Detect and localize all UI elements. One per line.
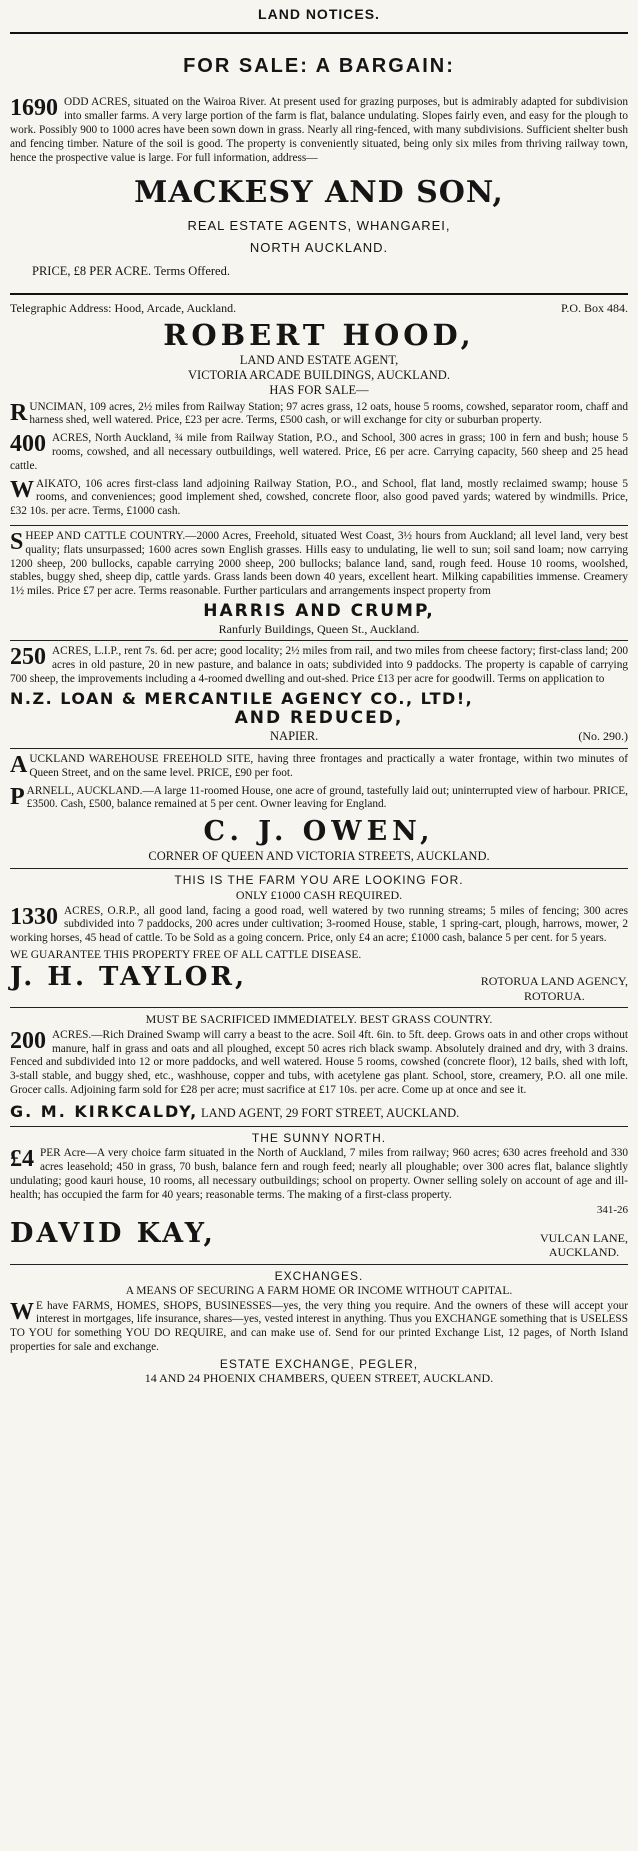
drop-cap: R: [10, 399, 28, 426]
acreage-number: 250: [10, 644, 46, 671]
divider: [10, 640, 628, 641]
divider: [10, 293, 628, 295]
telegraphic-address: Telegraphic Address: Hood, Arcade, Auckland.: [10, 300, 237, 315]
divider: [10, 1007, 628, 1008]
drop-cap: S: [10, 528, 24, 555]
guarantee-line: WE GUARANTEE THIS PROPERTY FREE OF ALL CATTLE DISEASE.: [10, 948, 362, 961]
listing-waikato: [10, 478, 628, 519]
reference-number: 341-26: [596, 1204, 628, 1217]
has-for-sale: HAS FOR SALE—: [269, 383, 369, 398]
drop-cap: W: [10, 476, 34, 503]
ad-body: [10, 645, 628, 686]
acreage-number: 1690: [10, 95, 58, 122]
listing-north-auckland: [10, 432, 628, 473]
acreage-number: 200: [10, 1027, 46, 1054]
divider: [10, 1126, 628, 1127]
agent-name: HARRIS AND CRUMP,: [203, 600, 435, 621]
ad-cj-owen: [10, 753, 628, 864]
listing-warehouse: [10, 753, 628, 781]
ad-david-kay: [10, 1131, 628, 1260]
agent-city: NAPIER.: [270, 728, 319, 743]
ad-subheadline: ONLY £1000 CASH REQUIRED.: [235, 887, 403, 902]
listing-parnell: [10, 785, 628, 813]
ad-body: [10, 530, 628, 599]
ad-text: ACRES, L.I.P., rent 7s. 6d. per acre; good locality; 2½ miles from rail, and two miles from cheese factory; first-class land; 200 acres in old pasture, 20 in new pasture, and balance in oats; subdivided into 9 paddocks. The property is capable of carrying 700 sheep, the improvements including a 4-roomed dwelling and out-shed. Price £13 per acre for goodwill. Terms on application to: [10, 645, 628, 685]
ad-headline: FOR SALE: A BARGAIN:: [183, 55, 455, 78]
listing-text: ARNELL, AUCKLAND.—A large 11-roomed House, one acre of ground, tastefully laid out; uninterrupted view of harbour. PRICE, £3500. Cash, £500, balance remained at 5 per cent. Owner leaving for England.: [26, 784, 628, 811]
ad-wairoa-river: [10, 54, 628, 279]
ad-body: [10, 905, 628, 946]
price-line: PRICE, £8 PER ACRE. Terms Offered.: [32, 263, 230, 278]
agent-name: N.Z. LOAN & MERCANTILE AGENCY CO., LTD!,: [10, 688, 474, 708]
agent-address-line1: VULCAN LANE,: [540, 1230, 628, 1245]
drop-cap: W: [10, 1298, 34, 1325]
ad-body: [10, 1147, 628, 1202]
agent-location: NORTH AUCKLAND.: [249, 239, 389, 255]
page-title: LAND NOTICES.: [258, 6, 380, 22]
divider: [10, 1264, 628, 1265]
divider: [10, 868, 628, 869]
agent-name: DAVID KAY,: [10, 1217, 216, 1249]
ad-harris-crump: [10, 530, 628, 636]
ad-robert-hood: [10, 301, 628, 521]
agent-title: REAL ESTATE AGENTS, WHANGAREI,: [187, 217, 451, 233]
agent-name: ROBERT HOOD,: [163, 317, 475, 352]
agent-name: G. M. KIRKCALDY,: [10, 1101, 199, 1121]
agency-city: ROTORUA.: [523, 988, 585, 1003]
ad-text: HEEP AND CATTLE COUNTRY.—2000 Acres, Freehold, situated West Coast, 3½ hours from Auckland; all level land, very best quality; flats unsurpassed; 1600 acres sown English grasses. Hills easy to undulating, lie well to sun; soil sand loam; now carrying 1200 sheep, 200 bullocks, capable carrying 2000 sheep, 200 bullocks; balance land, sand, rough feed. House 10 rooms, woolshed, stables, buggy shed, sheep dip, cattle yards. Grass lands been down 40 years, excellent heart. Milking capabilities immense. Creamery 1½ miles. Price £7 per acre. Terms reasonable. Further particulars and arrangements inspect property from: [10, 529, 628, 598]
ad-headline: EXCHANGES.: [274, 1268, 364, 1283]
agent-address-line2: AUCKLAND.: [548, 1245, 620, 1260]
ad-subheadline: A MEANS OF SECURING A FARM HOME OR INCOME WITHOUT CAPITAL.: [125, 1284, 513, 1297]
divider: [10, 748, 628, 749]
ad-estate-exchange: [10, 1269, 628, 1386]
reference-number: (No. 290.): [578, 728, 628, 743]
listing-text: UCKLAND WAREHOUSE FREEHOLD SITE, having three frontages and practically a water frontage, within two minutes of Queen Street, and on the same level. PRICE, £90 per foot.: [29, 753, 628, 779]
acreage-number: 400: [10, 431, 46, 458]
agent-name: MACKESY AND SON,: [134, 175, 504, 211]
drop-cap: A: [10, 752, 28, 779]
agent-address: LAND AGENT, 29 FORT STREET, AUCKLAND.: [200, 1105, 460, 1120]
listing-text: AIKATO, 106 acres first-class land adjoining Railway Station, P.O., and School, flat land, mostly reclaimed swamp; house 5 rooms, and conveniences; good implement shed, cowshed, concrete floor, also good paved yards; watered by windmills. Price, £32 10s. per acre. Terms, £1000 cash.: [10, 477, 628, 518]
ad-body: [10, 1029, 628, 1098]
agent-address: VICTORIA ARCADE BUILDINGS, AUCKLAND.: [188, 368, 450, 383]
drop-cap: P: [10, 783, 25, 810]
divider: [10, 525, 628, 526]
agency-name: ROTORUA LAND AGENCY,: [480, 973, 628, 988]
agent-title: LAND AND ESTATE AGENT,: [239, 352, 399, 367]
ad-text: ACRES.—Rich Drained Swamp will carry a beast to the acre. Soil 4ft. 6in. to 5ft. deep. Grows oats in and other crops without manure, half in grass and oats and all ploughed, except 50 acres rich black swamp. Absolutely drained and dry, with 3 drains. Fenced and subdivided into 12 or more paddocks, and well watered. House 5 rooms, cowshed (concrete floor), 12 bails, shed with loft, 3-stall stable, and buggy shed, etc., washhouse, copper and tubs, with acetylene gas plant. School, store, creamery, P.O. all one mile. Grocer calls. Adjoining farm sold for £28 per acre; must sacrifice at £17 10s. per acre. Come up at once and see it.: [10, 1028, 628, 1096]
ad-text: ACRES, O.R.P., all good land, facing a good road, well watered by two running streams; 5 miles of fencing; 300 acres subdivided into 7 paddocks, 200 acres under cultivation; 3-roomed House, stable, 1 spring-cart, plough, harrows, mower, 2 working horses, 45 head of cattle. To be Sold as a going concern. Price, only £4 an acre; £1000 cash, balance 5 per cent. for 5 years.: [10, 904, 628, 945]
agent-name: J. H. TAYLOR,: [10, 961, 248, 992]
divider: [10, 32, 628, 34]
agent-name: C. J. OWEN,: [203, 816, 435, 848]
ad-text: ODD ACRES, situated on the Wairoa River. At present used for grazing purposes, but is admirably adapted for subdivision into smaller farms. A very large portion of the farm is flat, balance undulating. Slopes fairly even, and easy for the plough to work. Possibly 900 to 1000 acres have been sown down in grass. Nearly all ring-fenced, with many subdivisions. Sufficient shelter bush and fencing timber. Nature of the soil is good. The property is conveniently situated, being only six miles from thriving railway town, hence the prospective value is large. For full information, address—: [10, 96, 628, 164]
listing-text: UNCIMAN, 109 acres, 2½ miles from Railway Station; 97 acres grass, 12 oats, house 5 rooms, cowshed, separator room, chaff and harness shed, well watered. Price, £23 per acre. Terms, £500 cash, or will exchange for city or suburban property.: [29, 400, 628, 427]
ad-body: [10, 96, 628, 165]
agent-address: CORNER OF QUEEN AND VICTORIA STREETS, AUCKLAND.: [148, 849, 490, 864]
price-number: £4: [10, 1146, 34, 1173]
po-box: P.O. Box 484.: [560, 300, 628, 315]
acreage-number: 1330: [10, 903, 58, 930]
ad-headline: THE SUNNY NORTH.: [251, 1130, 387, 1145]
ad-headline: MUST BE SACRIFICED IMMEDIATELY. BEST GRASS COUNTRY.: [145, 1012, 493, 1027]
agent-name-line2: AND REDUCED,: [234, 708, 404, 729]
agent-address: 14 AND 24 PHOENIX CHAMBERS, QUEEN STREET, AUCKLAND.: [144, 1371, 494, 1386]
ad-nz-loan: [10, 645, 628, 744]
ad-text: PER Acre—A very choice farm situated in the North of Auckland, 7 miles from railway; 960 acres; 630 acres freehold and 330 acres leasehold; 450 in grass, 70 bush, balance fern and rough feed; nearly all ploughable; over 300 acres flat, balance slightly undulating; good kauri house, 10 rooms, all necessary outbuildings; school on property. Owner selling solely on account of age and ill-health; has occupied the farm for 40 years; reasonable terms. The making of a first-class property.: [10, 1147, 628, 1201]
listing-text: ACRES, North Auckland, ¾ mile from Railway Station, P.O., and School, 300 acres in grass; 100 in fern and bush; house 5 rooms, cowshed, and all necessary outbuildings, well watered. Price, £6 per acre. Carrying capacity, 560 sheep and 25 head cattle.: [10, 432, 628, 472]
ad-text: E have FARMS, HOMES, SHOPS, BUSINESSES—yes, the very thing you require. And the owners of these will accept your interest in mortgages, life insurance, shares—yes, vested interest in anything. Thus you EXCHANGE something that is USELESS TO YOU for something YOU DO REQUIRE, and can make use of. Send for our printed Exchange List, 12 pages, of North Island properties for sale and exchange.: [10, 1299, 628, 1353]
agent-address: Ranfurly Buildings, Queen St., Auckland.: [218, 621, 420, 636]
agent-name: ESTATE EXCHANGE, PEGLER,: [219, 1356, 419, 1371]
ad-body: [10, 1300, 628, 1355]
ad-jh-taylor: [10, 873, 628, 1003]
listing-runciman: [10, 401, 628, 429]
ad-kirkcaldy: [10, 1012, 628, 1121]
ad-headline: THIS IS THE FARM YOU ARE LOOKING FOR.: [174, 873, 464, 888]
